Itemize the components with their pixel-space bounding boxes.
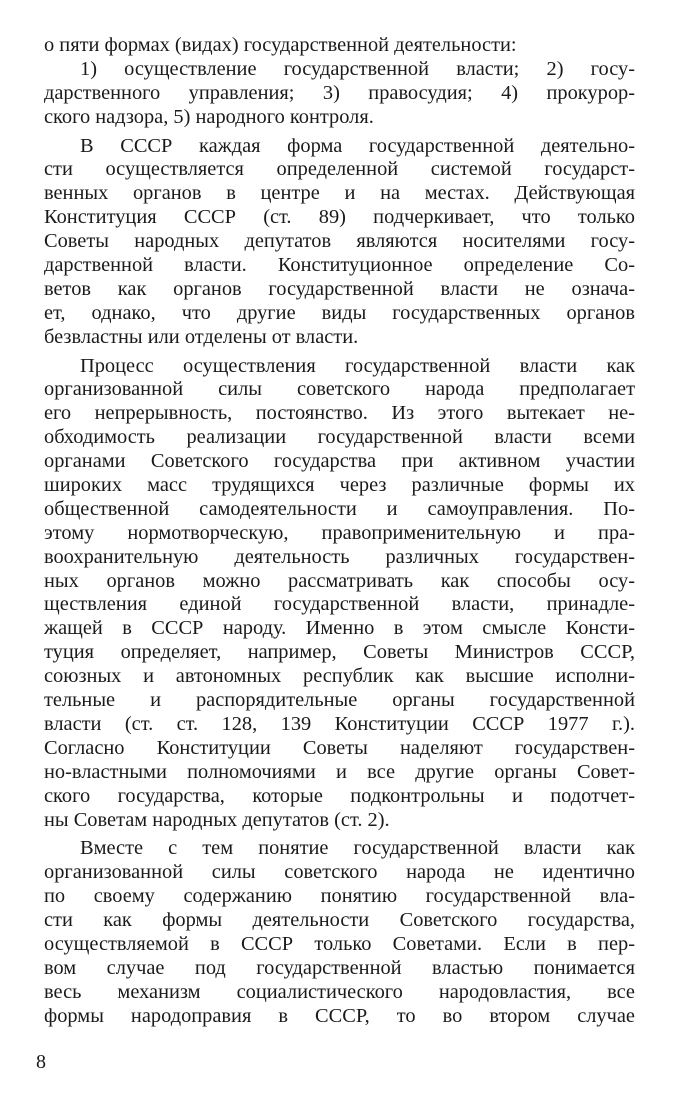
text-line: его непрерывность, постоянство. Из этого вытекает не- <box>44 402 635 425</box>
text-line: Вместе с тем понятие государственной власти как <box>80 837 635 860</box>
text-line: безвластны или отделены от власти. <box>44 325 359 348</box>
text-line: воохранительную деятельность различных государствен- <box>44 545 635 568</box>
text-line: ского надзора, 5) народного контроля. <box>44 105 374 128</box>
text-line: дарственной власти. Конституционное определение Со- <box>44 254 635 277</box>
text-line: ществления единой государственной власти, принадле- <box>44 593 635 616</box>
paragraph-3 <box>44 135 635 350</box>
text-line: Советы народных депутатов являются носителями госу- <box>44 230 635 253</box>
text-line: 1) осуществление государственной власти; 2) госу- <box>80 57 635 80</box>
text-line: дарственного управления; 3) правосудия; 4) прокурор- <box>44 81 635 104</box>
page-number: 8 <box>36 1051 46 1073</box>
text-line: В СССР каждая форма государственной деятельно- <box>80 134 635 157</box>
text-line: о пяти формах (видах) государственной деятельности: <box>44 34 517 56</box>
text-line: организованной силы советского народа не идентично <box>44 861 635 884</box>
text-line: вом случае под государственной властью понимается <box>44 956 635 979</box>
paragraph-1 <box>44 34 635 58</box>
text-line: но-властными полномочиями и все другие органы Совет- <box>44 760 635 783</box>
paragraph-4 <box>44 355 635 833</box>
text-line: формы народоправия в СССР, то во втором случае <box>44 1004 635 1027</box>
text-line: весь механизм социалистического народовластия, все <box>44 980 635 1003</box>
text-line: жащей в СССР народу. Именно в этом смысле Консти- <box>44 617 635 640</box>
text-line: ет, однако, что другие виды государственных органов <box>44 301 635 324</box>
text-line: широких масс трудящихся через различные формы их <box>44 474 635 497</box>
text-line: ны Советам народных депутатов (ст. 2). <box>44 808 390 831</box>
text-line: органами Советского государства при активном участии <box>44 450 635 473</box>
text-line: организованной силы советского народа предполагает <box>44 378 635 401</box>
text-line: сти осуществляется определенной системой государст- <box>44 158 635 181</box>
text-line: власти (ст. ст. 128, 139 Конституции СССР 1977 г.). <box>44 712 635 735</box>
text-line: ского государства, которые подконтрольны и подотчет- <box>44 784 635 807</box>
text-line: ветов как органов государственной власти не означа- <box>44 277 635 300</box>
text-line: сти как формы деятельности Советского государства, <box>44 909 635 932</box>
text-line: обходимость реализации государственной власти всеми <box>44 426 635 449</box>
text-line: осуществляемой в СССР только Советами. Если в пер- <box>44 932 635 955</box>
text-line: Конституция СССР (ст. 89) подчеркивает, что только <box>44 206 635 229</box>
paragraph-5 <box>44 837 635 1028</box>
page-body <box>44 34 635 1029</box>
text-line: венных органов в центре и на местах. Действующая <box>44 182 635 205</box>
text-line: этому нормотворческую, правоприменительную и пра- <box>44 521 635 544</box>
text-line: туция определяет, например, Советы Министров СССР, <box>44 641 635 664</box>
paragraph-2 <box>44 58 635 130</box>
text-line: ных органов можно рассматривать как способы осу- <box>44 569 635 592</box>
text-line: по своему содержанию понятию государственной вла- <box>44 885 635 908</box>
text-line: общественной самодеятельности и самоуправления. По- <box>44 497 635 520</box>
text-line: Согласно Конституции Советы наделяют государствен- <box>44 736 635 759</box>
text-line: союзных и автономных республик как высшие исполни- <box>44 665 635 688</box>
text-line: Процесс осуществления государственной власти как <box>80 354 635 377</box>
text-line: тельные и распорядительные органы государственной <box>44 689 635 712</box>
